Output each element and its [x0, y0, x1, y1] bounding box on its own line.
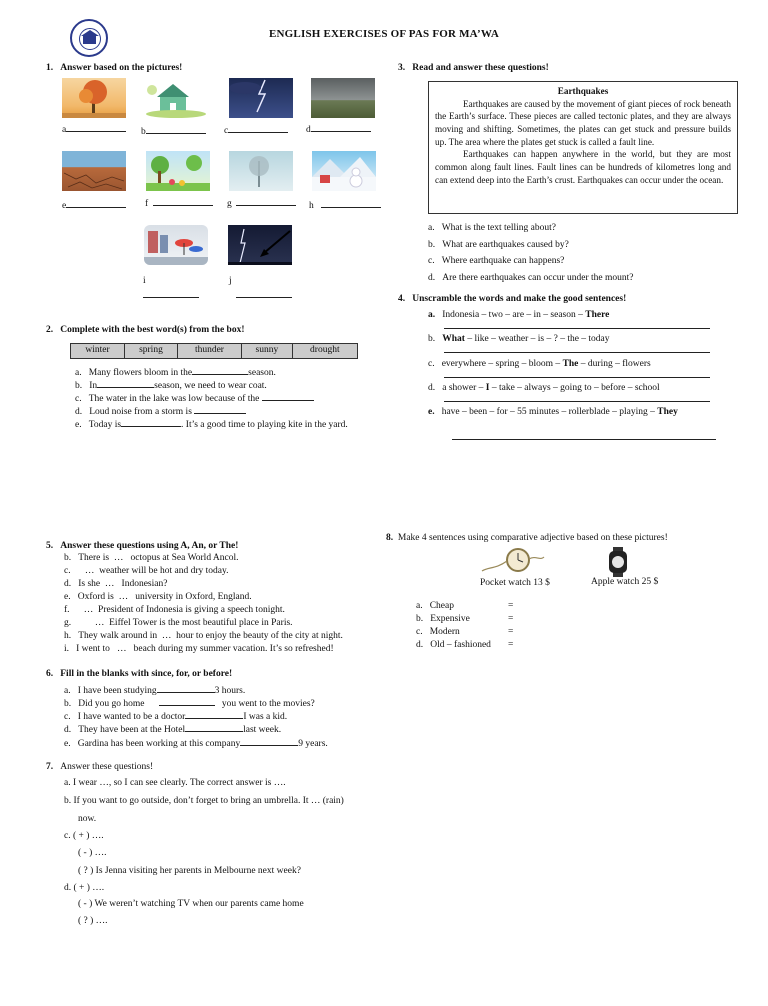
s7-line: ( ? ) Is Jenna visiting her parents in Melbourne next week?: [78, 866, 301, 876]
word-box-cell: thunder: [177, 344, 241, 359]
pocket-watch-picture: [478, 547, 548, 575]
s7-line: ( - ) ….: [78, 848, 107, 858]
answer-blank-g: [236, 196, 296, 206]
lightning-picture: [228, 225, 292, 265]
s5-item: d. Is she … Indonesian?: [64, 579, 168, 589]
s7-line: d. ( + ) ….: [64, 883, 105, 893]
s3-question: b. What are earthquakes caused by?: [428, 240, 569, 250]
s3-question: d. Are there earthquakes can occur under the mount?: [428, 273, 634, 283]
section-1-heading: 1. Answer based on the pictures!: [46, 63, 183, 73]
spring-garden-picture: [146, 151, 210, 191]
word-box: [70, 343, 358, 359]
section-3-heading: 3. Read and answer these questions!: [398, 63, 549, 73]
s6-item: d. They have been at the Hotel last week.: [64, 722, 281, 737]
s7-line: c. ( + ) ….: [64, 831, 104, 841]
s5-item: g. … Eiffel Tower is the most beautiful place in Paris.: [64, 618, 293, 628]
s5-item: c. … weather will be hot and dry today.: [64, 566, 229, 576]
equals-sign: =: [508, 640, 514, 650]
answer-blank-e: [66, 198, 126, 208]
answer-line: [444, 328, 710, 329]
s4-item: b. What – like – weather – is – ? – the – today: [428, 334, 610, 344]
s2-item: d. Loud noise from a storm is: [75, 404, 246, 419]
drought-picture: [62, 151, 126, 191]
s8-item: b. Expensive: [416, 614, 470, 624]
s5-item: i. I went to … beach during my summer vacation. It’s so refreshed!: [64, 644, 334, 654]
equals-sign: =: [508, 627, 514, 637]
answer-blank-c: [228, 123, 288, 133]
answer-blank-d: [311, 122, 371, 132]
s3-question: a. What is the text telling about?: [428, 223, 556, 233]
word-box-cell: winter: [71, 344, 125, 359]
s7-line: a. I wear …, so I can see clearly. The correct answer is ….: [64, 778, 286, 788]
s2-item: a. Many flowers bloom in the season.: [75, 365, 276, 380]
s7-line: ( ? ) ….: [78, 916, 108, 926]
section-7-heading: 7. Answer these questions!: [46, 762, 154, 772]
answer-blank-a: [66, 122, 126, 132]
s6-item: e. Gardina has been working at this company 9 years.: [64, 736, 328, 751]
s4-item: d. a shower – I – take – always – going to – before – school: [428, 383, 660, 393]
word-box-cell: sunny: [242, 344, 293, 359]
page-title: ENGLISH EXERCISES OF PAS FOR MA’WA: [269, 28, 499, 40]
answer-line: [444, 377, 710, 378]
s4-item: a. Indonesia – two – are – in – season – There: [428, 310, 610, 320]
apple-watch-caption: Apple watch 25 $: [591, 577, 659, 587]
section-8-heading: 8. Make 4 sentences using comparative adjective based on these pictures!: [386, 533, 668, 543]
cloudy-field-picture: [311, 78, 375, 118]
s5-item: e. Oxford is … university in Oxford, England.: [64, 592, 252, 602]
reading-paragraph-1: Earthquakes are caused by the movement of giant pieces of rock beneath the Earth’s surface. These pieces are called tectonic plates, and they are always moving and shifting. Sometimes, the plates can get stuck and pressure builds up. The area where the plates get stuck is called a fault line.: [435, 98, 731, 147]
s8-item: d. Old – fashioned: [416, 640, 491, 650]
s2-item: c. The water in the lake was low because of the: [75, 391, 314, 406]
answer-line: [444, 401, 710, 402]
foggy-winter-picture: [229, 151, 293, 191]
s5-item: b. There is … octopus at Sea World Ancol.: [64, 553, 239, 563]
s5-item: f. … President of Indonesia is giving a speech tonight.: [64, 605, 285, 615]
reading-title: Earthquakes: [557, 86, 609, 96]
s6-item: a. I have been studying 3 hours.: [64, 683, 245, 698]
s6-item: c. I have wanted to be a doctor I was a kid.: [64, 709, 287, 724]
s7-line: b. If you want to go outside, don’t forget to bring an umbrella. It … (rain): [64, 796, 344, 806]
section-4-heading: 4. Unscramble the words and make the good sentences!: [398, 294, 627, 304]
answer-blank-f: [153, 196, 213, 206]
s2-item: b. In season, we need to wear coat.: [75, 378, 267, 393]
thunderstorm-picture: [229, 78, 293, 118]
s4-item: e. have – been – for – 55 minutes – rollerblade – playing – They: [428, 407, 678, 417]
s2-item: e. Today is . It’s a good time to playing kite in the yard.: [75, 417, 348, 432]
s7-line: ( - ) We weren’t watching TV when our parents came home: [78, 899, 304, 909]
answer-blank-h: [321, 198, 381, 208]
spring-house-picture: [144, 78, 208, 118]
pocket-watch-caption: Pocket watch 13 $: [480, 578, 550, 588]
word-box-cell: drought: [292, 344, 357, 359]
equals-sign: =: [508, 614, 514, 624]
s4-item: c. everywhere – spring – bloom – The – during – flowers: [428, 359, 651, 369]
answer-blank-i: [143, 288, 199, 298]
section-6-heading: 6. Fill in the blanks with since, for, or before!: [46, 669, 233, 679]
s6-item: b. Did you go home you went to the movies?: [64, 696, 315, 711]
s3-question: c. Where earthquake can happens?: [428, 256, 565, 266]
answer-blank-b: [146, 124, 206, 134]
rainy-street-picture: [144, 225, 208, 265]
word-box-cell: spring: [125, 344, 178, 359]
reading-passage: [428, 81, 738, 214]
autumn-tree-picture: [62, 78, 126, 118]
answer-line: [452, 439, 716, 440]
section-5-heading: 5. Answer these questions using A, An, or The!: [46, 541, 239, 551]
snowman-picture: [312, 151, 376, 191]
reading-paragraph-2: Earthquakes can happen anywhere in the world, but they are most common along fault lines. Fault lines can be hundreds of kilometres long and can extend deep into the Earth’s crust. Earthquakes can occur under the ocean.: [435, 149, 731, 185]
equals-sign: =: [508, 601, 514, 611]
answer-line: [444, 352, 710, 353]
s8-item: c. Modern: [416, 627, 460, 637]
answer-blank-j: [236, 288, 292, 298]
section-2-heading: 2. Complete with the best word(s) from the box!: [46, 325, 245, 335]
s5-item: h. They walk around in … hour to enjoy the beauty of the city at night.: [64, 631, 343, 641]
apple-watch-picture: [604, 547, 632, 577]
s7-line: now.: [78, 814, 97, 824]
s8-item: a. Cheap: [416, 601, 454, 611]
